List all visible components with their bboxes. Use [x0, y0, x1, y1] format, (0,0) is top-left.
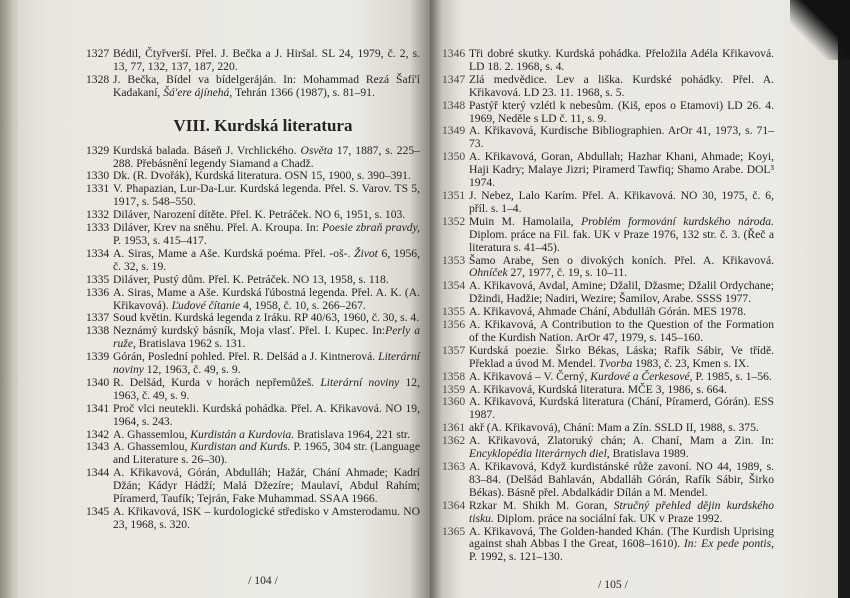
entry-number: 1335 [86, 272, 110, 286]
entry-text-part: Dk. (R. Dvořák), Kurdská literatura. OSN 15, 1900, s. 390–391. [113, 169, 411, 183]
entry-text-part: Soud květin. Kurdská legenda z Iráku. RP 40/63, 1960, č. 30, s. 4. [113, 311, 420, 325]
entry-text-part: A. Siras, Mame a Aše. Kurdská poéma. Přel. -oš-. [113, 246, 355, 260]
entry-text-part: A. Křikavová, Górán, Abdulláh; Hažár, Chání Ahmade; Kadrí Džán; Kádyr Hádží; Malá Džezíre; Maulaví, Abdul Rahím; Píramerd, Taufík; Tejrán, Fake Muhammad. SSAA 1966. [113, 466, 420, 506]
entry-text-part: Tři dobré skutky. Kurdská pohádka. Přeložila Adéla Křikavová. LD 18. 2. 1968, s. 4. [469, 47, 774, 73]
entry-text-part: A. Křikavová, Kurdská literatura (Chání, Píramerd, Górán). ESS 1987. [469, 395, 774, 422]
entry-text [469, 435, 774, 461]
entry-text-part: 4, 1958, č. 10, s. 266–267. [240, 298, 366, 312]
entry-number: 1364 [442, 498, 466, 512]
entry-text-part: 6, 1956, č. 32, s. 19. [113, 246, 420, 273]
entry-number: 1360 [442, 395, 466, 409]
entry-text-part: A. Křikavová, Kurdische Bibliographien. ArOr 41, 1973, s. 71–73. [469, 124, 774, 151]
entry-number: 1358 [442, 369, 466, 383]
entry-number: 1338 [86, 324, 110, 338]
entry-text-part: A. Křikavová, The Golden-handed Khán. (The Kurdish Uprising against shah Abbas I the Great, 1608–1610). [469, 524, 774, 551]
bibliography-entry [86, 74, 420, 100]
entry-text-part: Šamo Arabe, Sen o divokých koních. Přel. A. Křikavová. [469, 253, 774, 267]
entry-text [469, 280, 774, 306]
entry-text-part: Pastýř který vzlétl k nebesům. (Kiš, epos o Etamovi) LD 26. 4. 1969, Neděle s LD č. 11, s. 9. [469, 98, 774, 125]
entry-text [113, 74, 420, 100]
entry-text [113, 145, 420, 171]
entry-text-part: 12, 1963, č. 49, s. 9. [143, 363, 241, 377]
bibliography-entry [86, 506, 420, 532]
bibliography-entry [442, 216, 774, 255]
entry-number: 1341 [86, 401, 110, 415]
right-page [430, 0, 838, 598]
entry-number: 1331 [86, 182, 110, 196]
entry-title-italic: Encyklopédia literárnych diel, [469, 447, 610, 461]
entry-text-part: Proč vlci neutekli. Kurdská pohádka. Přel. A. Křikavová. NO 19, 1964, s. 243. [113, 401, 420, 428]
entry-title-italic: Ohníček [469, 266, 508, 280]
entry-title-italic: Poesie zbraň pravdy, [321, 221, 420, 235]
entry-number: 1352 [442, 214, 466, 228]
entry-number: 1353 [442, 253, 466, 267]
entry-title-italic: Literární noviny [113, 350, 420, 377]
entry-text-part: Diláver, Narození dítěte. Přel. K. Petráček. NO 6, 1951, s. 103. [113, 208, 406, 222]
entry-text-part: P. 1953, s. 415–417. [113, 233, 207, 247]
entry-text-part: A. Ghassemlou, [113, 440, 191, 454]
entry-text-part: A. Křikavová, Zlatoruký chán; A. Chaní, Mam a Zin. In: [469, 434, 774, 448]
bibliography-entry [86, 287, 420, 313]
entry-text-part: A. Křikavová, Když kurdistánské růže zavoní. NO 44, 1989, s. 83–84. (Delšád Bahlaván, Abdalláh Górán, Rafík Sábir, Širko Békas). Básně přel. Abdalkádir Dílán a M. Mendel. [469, 460, 774, 499]
entry-number: 1349 [442, 124, 466, 138]
entry-number: 1334 [86, 246, 110, 260]
entry-text [469, 526, 774, 565]
entry-number: 1343 [86, 440, 110, 454]
entry-title-italic: Osvěta [300, 143, 333, 157]
entry-text-part: A. Křikavová, ISK – kurdologické středisko v Amsterodamu. NO 23, 1968, s. 320. [113, 505, 420, 531]
entry-text [469, 100, 774, 126]
entry-text-part: Kurdská poezie. Širko Békas, Láska; Rafík Sábir, Ve třídě. Překlad a úvod M. Mendel. [469, 343, 774, 370]
entry-text-part: P. 1965, 304 str. (Language and Literature s. 26–30). [113, 440, 420, 467]
bibliography-entry [442, 125, 774, 151]
entry-number: 1342 [86, 427, 110, 441]
bibliography-entry [442, 396, 774, 422]
page-number-right: / 105 / [598, 578, 628, 592]
entry-title-italic: Kurdistán a Kurdovia. [190, 427, 295, 441]
entry-text-part: Bratislava 1989. [609, 447, 689, 461]
bibliography-entry [86, 145, 420, 171]
entry-number: 1357 [442, 343, 466, 357]
entry-text [469, 319, 774, 345]
bibliography-entry [86, 325, 420, 351]
entry-text [469, 255, 774, 281]
entry-number: 1350 [442, 150, 466, 164]
entry-number: 1346 [442, 47, 466, 60]
entry-title-italic: Problém formování kurdského národa. [581, 214, 774, 228]
entry-number: 1362 [442, 434, 466, 448]
bibliography-entry [442, 48, 774, 74]
entry-title-italic: Kurdistan and Kurds. [190, 440, 291, 454]
entry-text-part: 17, 1887, s. 225–288. Přebásnění legendy Siamand a Chadž. [113, 143, 420, 170]
entry-text [113, 467, 420, 506]
entry-text-part: 27, 1977, č. 19, s. 10–11. [507, 266, 628, 280]
entry-number: 1351 [442, 188, 466, 202]
entry-text-part: J. Nebez, Lalo Karím. Přel. A. Křikavová. NO 30, 1975, č. 6, příl. s. 1–4. [469, 188, 774, 215]
bibliography-entry [442, 345, 774, 371]
entry-text-part: V. Phapazian, Lur-Da-Lur. Kurdská legenda. Přel. S. Varov. TS 5, 1917, s. 548–550. [113, 182, 420, 209]
entry-title-italic: Stručný přehled dějin kurdského tisku. [469, 498, 774, 525]
entry-number: 1328 [86, 72, 110, 86]
entry-text-part: Tehrán 1366 (1987), s. 81–91. [232, 85, 375, 99]
entry-text-part: R. Delšád, Kurda v horách nepřemůžeš. [113, 375, 321, 389]
entry-text [113, 351, 420, 377]
bibliography-entry [442, 255, 774, 281]
entry-number: 1363 [442, 460, 466, 473]
bibliography-entry [442, 526, 774, 565]
entry-text-part: 12, 1963, č. 49, s. 9. [113, 375, 420, 402]
entry-number: 1361 [442, 421, 466, 435]
entry-number: 1359 [442, 382, 466, 396]
entry-text [113, 48, 420, 74]
entry-text [469, 461, 774, 500]
entry-number: 1340 [86, 375, 110, 389]
entry-text-part: A. Křikavová, Kurdská literatura. MČE 3, 1986, s. 664. [469, 382, 727, 396]
entry-text-part: Rzkar M. Shikh M. Goran, [469, 498, 614, 512]
entry-text [113, 325, 420, 351]
entry-text-part: Zlá medvědice. Lev a liška. Kurdské pohádky. Přel. A. Křikavová. LD 23. 11. 1968, s. 5. [469, 72, 774, 99]
bibliography-entry [442, 319, 774, 345]
entry-text [113, 403, 420, 429]
entry-text [469, 190, 774, 216]
entry-number: 1348 [442, 98, 466, 112]
entry-text-part: Bédil, Čtyřverší. Přel. J. Bečka a J. Hiršal. SL 24, 1979, č. 2, s. 13, 77, 132, 137, 187, 220. [113, 47, 420, 73]
entry-number: 1327 [86, 47, 110, 60]
entry-number: 1336 [86, 285, 110, 299]
entry-text-part: akř (A. Křikavová), Chání: Mam a Zín. SSLD II, 1988, s. 375. [469, 421, 759, 435]
section-heading: VIII. Kurdská literatura [173, 115, 353, 135]
entry-text [469, 216, 774, 255]
entry-text-part: Neznámý kurdský básník, Moja vlasť. Přel. I. Kupec. In: [113, 324, 386, 338]
entry-number: 1345 [86, 505, 110, 518]
entry-number: 1333 [86, 221, 110, 235]
right-page-bibliography [442, 48, 774, 592]
entry-number: 1356 [442, 318, 466, 332]
entry-text-part: Bratislava 1962 s. 131. [135, 337, 246, 351]
entry-text [113, 506, 420, 532]
entry-text-part: Diláver, Pustý dům. Přel. K. Petráček. NO 13, 1958, s. 118. [113, 272, 389, 286]
entry-text [469, 500, 774, 526]
bibliography-entry [442, 500, 774, 526]
bibliography-entry [86, 377, 420, 403]
entry-number: 1347 [442, 72, 466, 86]
section-entries [442, 48, 774, 564]
entry-text-part: Diplom. práce na sociální fak. UK v Praze 1992. [493, 511, 723, 525]
entry-number: 1355 [442, 305, 466, 319]
entry-number: 1330 [86, 169, 110, 183]
entry-text [469, 125, 774, 151]
entry-text-part: A. Křikavová, A Contribution to the Question of the Formation of the Kurdish Nation. ArOr 47, 1979, s. 145–160. [469, 318, 774, 344]
entry-number: 1337 [86, 311, 110, 325]
entry-text [469, 396, 774, 422]
entry-text-part: A. Křikavová – V. Černý, [469, 369, 591, 383]
entry-text-part: A. Křikavová, Avdal, Amine; Džalil, Džasme; Džalil Ordychane; Džindi, Hadžie; Nadiri, Wezire; Šamilov, Arabe. SSSS 1977. [469, 279, 774, 306]
entry-text [469, 48, 774, 74]
entry-text-part: P. 1985, s. 1–56. [692, 369, 772, 383]
entry-number: 1344 [86, 466, 110, 480]
entry-text-part: A. Křikavová, Goran, Abdullah; Hazhar Khani, Ahmade; Koyi, Haji Kadry; Malaye Jizri; Piramerd Tawfiq; Shamo Arabe. DOL³ 1974. [469, 150, 774, 190]
entry-text [113, 248, 420, 274]
entry-text [469, 151, 774, 190]
bibliography-entry [442, 461, 774, 500]
entry-number: 1339 [86, 350, 110, 364]
entry-text [113, 441, 420, 467]
entry-text-part: P. 1992, s. 121–130. [469, 550, 563, 564]
entry-text-part: Kurdská balada. Báseň J. Vrchlického. [113, 143, 301, 157]
entry-title-italic: Tvorba [598, 356, 633, 370]
bibliography-entry [86, 183, 420, 209]
bibliography-entry [442, 100, 774, 126]
bibliography-entry [442, 435, 774, 461]
entries-before-heading [86, 48, 420, 100]
entry-title-italic: Život [354, 246, 378, 260]
page-number-left: / 104 / [248, 574, 278, 587]
entry-text-part: Muin M. Hamolaila, [469, 214, 582, 228]
bibliography-entry [442, 280, 774, 306]
entry-title-italic: Kurdové a Čerkesové, [590, 369, 693, 383]
entry-text-part: A. Ghassemlou, [113, 427, 191, 441]
entry-title-italic: Šá'ere ájínehá, [163, 85, 233, 99]
entry-number: 1329 [86, 143, 110, 157]
bibliography-entry [86, 403, 420, 429]
entry-text [469, 345, 774, 371]
entry-text-part: A. Křikavová, Ahmade Chání, Abdulláh Górán. MES 1978. [469, 305, 746, 319]
entry-title-italic: Literární noviny [320, 375, 400, 389]
bibliography-entry [442, 190, 774, 216]
left-page-bibliography [86, 48, 420, 588]
bibliography-entry [86, 467, 420, 506]
entry-text-part: Diláver, Krev na sněhu. Přel. A. Kroupa. In: [113, 221, 322, 235]
entry-text [113, 183, 420, 209]
entry-text [469, 74, 774, 100]
entry-title-italic: Perly a ruže, [113, 324, 420, 351]
entry-text-part: Bratislava 1964, 221 str. [294, 427, 411, 441]
entry-title-italic: Ľudové čítanie [171, 298, 241, 312]
section-entries [86, 145, 420, 532]
entry-number: 1365 [442, 524, 466, 538]
bibliography-entry [86, 48, 420, 74]
entry-title-italic: In: Ex pede pontis, [683, 537, 774, 551]
left-page [18, 0, 430, 598]
bibliography-entry [442, 74, 774, 100]
entry-text-part: A. Siras, Mame a Aše. Kurdská ľúbostná legenda. Přel. A. K. (A. Křikavová). [113, 285, 420, 312]
bibliography-entry [86, 351, 420, 377]
entry-text [113, 377, 420, 403]
entry-text-part: Górán, Poslední pohled. Přel. R. Delšád a J. Kintnerová. [113, 350, 379, 364]
entry-text-part: 1983, č. 23, Kmen s. IX. [632, 356, 750, 370]
entry-number: 1354 [442, 279, 466, 293]
bibliography-entry [86, 248, 420, 274]
entry-text-part: J. Bečka, Bídel va bídelgeráján. In: Mohammad Rezá Šafí'í Kadakaní, [113, 72, 420, 99]
entry-text [113, 287, 420, 313]
entry-text [113, 222, 420, 248]
bibliography-entry [86, 222, 420, 248]
bibliography-entry [86, 441, 420, 467]
entry-text-part: Diplom. práce na Fil. fak. UK v Praze 1976, 132 str. č. 3. (Řeč a literatura s. 41–45). [469, 227, 774, 254]
scan-corner-shadow [790, 0, 850, 60]
bibliography-entry [442, 151, 774, 190]
entry-number: 1332 [86, 208, 110, 222]
